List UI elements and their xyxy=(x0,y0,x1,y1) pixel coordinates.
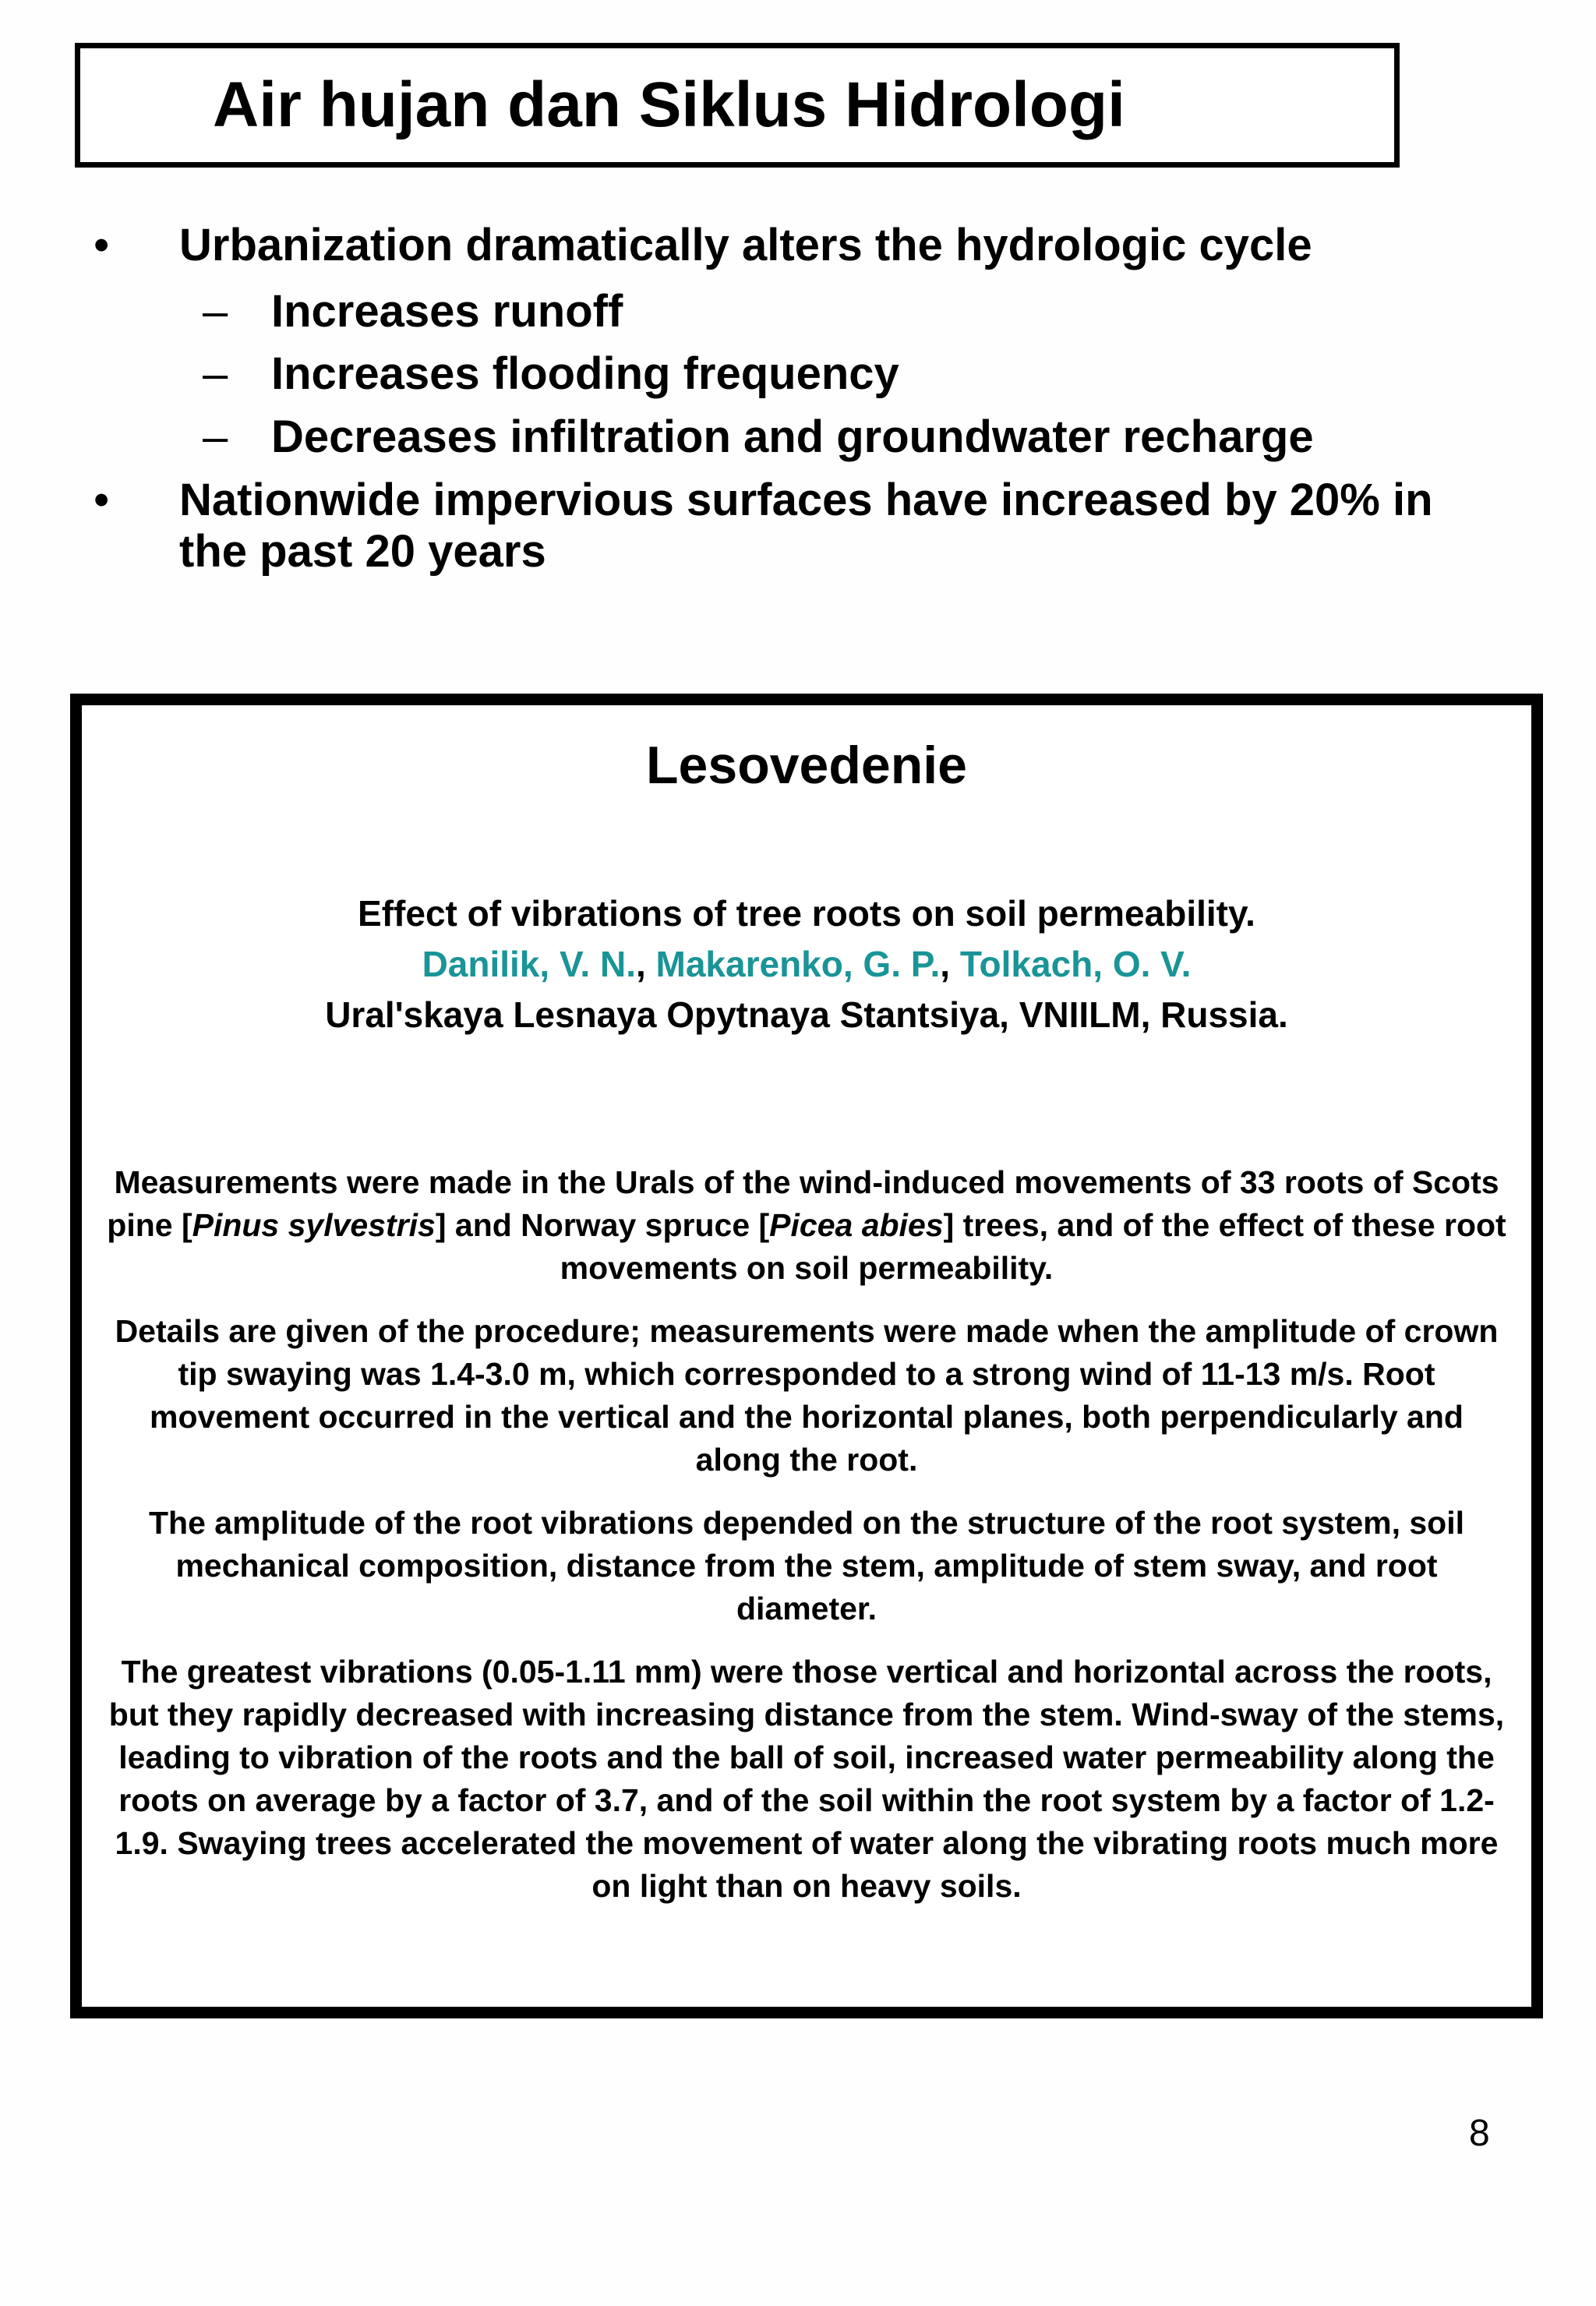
bullet-text: Urbanization dramatically alters the hydrologic cycle xyxy=(179,220,1312,270)
abstract-paragraph: The greatest vibrations (0.05-1.11 mm) were those vertical and horizontal across the roots, but they rapidly decreased with increasing distance from the stem. Wind-sway of the stems, leading to vibration of the roots and the ball of soil, increased water permeability along the roots on average by a factor of 3.7, and of the soil within the root system by a factor of 1.2-1.9. Swaying trees accelerated the movement of water along the vibrating roots much more on light than on heavy soils. xyxy=(108,1654,1505,1904)
bullet-text: Nationwide impervious surfaces have increased by 20% in the past 20 years xyxy=(179,474,1433,577)
bullet-item xyxy=(94,220,1496,272)
paragraph-text: ] and Norway spruce [ xyxy=(435,1207,770,1243)
page-number: 8 xyxy=(1469,2113,1490,2154)
author-link[interactable]: Tolkach, O. V. xyxy=(959,944,1192,984)
bullet-list xyxy=(94,220,1496,592)
abstract-body xyxy=(105,1161,1508,1928)
paragraph-text: Measurements were made in the Urals of the wind-induced movements of 33 roots of Scots pine [ xyxy=(107,1164,1499,1243)
abstract-paragraph: The amplitude of the root vibrations depended on the structure of the root system, soil mechanical composition, distance from the stem, amplitude of stem sway, and root diameter. xyxy=(149,1505,1464,1626)
dash-marker: – xyxy=(203,411,228,463)
dash-marker: – xyxy=(203,348,228,400)
sub-bullet-item xyxy=(94,411,1496,464)
sub-bullet-text: Decreases infiltration and groundwater recharge xyxy=(271,411,1314,463)
abstract-paragraph: Details are given of the procedure; measurements were made when the amplitude of crown tip swaying was 1.4-3.0 m, which corresponded to a strong wind of 11-13 m/s. Root movement occurred in the vertical and the horizontal planes, both perpendicularly and along the root. xyxy=(115,1313,1499,1478)
article-title: Effect of vibrations of tree roots on soil permeability. xyxy=(358,893,1255,934)
sub-bullet-text: Increases runoff xyxy=(271,285,623,337)
bullet-marker: • xyxy=(94,220,110,270)
author-link[interactable]: Danilik, V. N. xyxy=(422,944,636,984)
paragraph-text: ] trees, and of the effect of these root movements on soil permeability. xyxy=(560,1207,1506,1286)
affiliation: Ural'skaya Lesnaya Opytnaya Stantsiya, VNIILM, Russia. xyxy=(325,994,1288,1035)
author-separator: , xyxy=(940,944,960,984)
author-link[interactable]: Makarenko, G. P. xyxy=(655,944,941,984)
species-name: Picea abies xyxy=(769,1207,944,1243)
author-separator: , xyxy=(635,944,656,984)
dash-marker: – xyxy=(203,285,228,337)
sub-bullet-item xyxy=(94,286,1496,338)
abstract-paragraph xyxy=(105,1161,1508,1290)
abstract-box xyxy=(70,694,1543,2018)
author-list xyxy=(82,939,1531,990)
bullet-marker: • xyxy=(94,474,110,525)
journal-title: Lesovedenie xyxy=(646,736,967,795)
bullet-item xyxy=(94,475,1496,578)
species-name: Pinus sylvestris xyxy=(192,1207,436,1243)
article-header xyxy=(82,888,1531,1040)
slide-title: Air hujan dan Siklus Hidrologi xyxy=(213,69,1125,140)
sub-bullet-text: Increases flooding frequency xyxy=(271,348,899,400)
slide-title-box xyxy=(75,43,1400,168)
sub-bullet-item xyxy=(94,348,1496,401)
